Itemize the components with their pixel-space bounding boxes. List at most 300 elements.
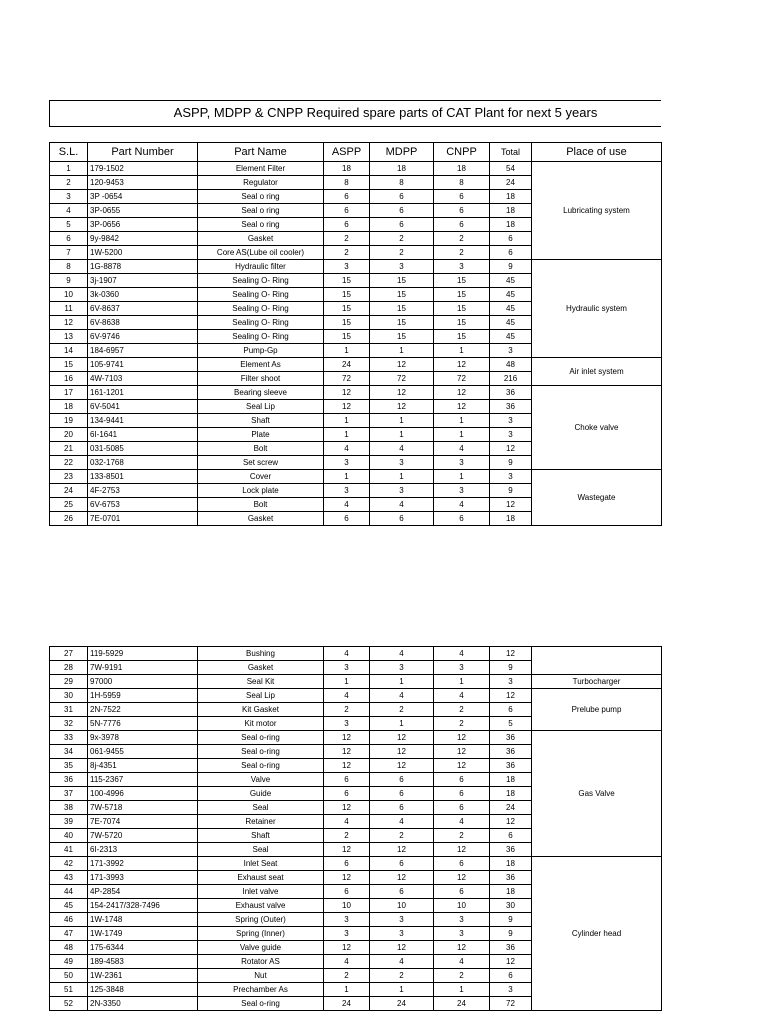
cell-aspp: 2 xyxy=(324,232,370,246)
cell-mdpp: 12 xyxy=(370,745,434,759)
cell-aspp: 6 xyxy=(324,857,370,871)
cell-cnpp: 18 xyxy=(434,162,490,176)
cell-part-number: 100-4996 xyxy=(88,787,198,801)
cell-aspp: 1 xyxy=(324,428,370,442)
cell-aspp: 1 xyxy=(324,470,370,484)
cell-cnpp: 12 xyxy=(434,400,490,414)
cell-total: 5 xyxy=(490,717,532,731)
cell-cnpp: 6 xyxy=(434,857,490,871)
cell-part-name: Sealing O- Ring xyxy=(198,274,324,288)
cell-part-number: 4P-2854 xyxy=(88,885,198,899)
header-part-number: Part Number xyxy=(88,143,198,162)
cell-mdpp: 1 xyxy=(370,675,434,689)
cell-total: 18 xyxy=(490,190,532,204)
cell-total: 36 xyxy=(490,871,532,885)
cell-mdpp: 2 xyxy=(370,829,434,843)
cell-total: 6 xyxy=(490,969,532,983)
cell-aspp: 1 xyxy=(324,344,370,358)
cell-sl: 14 xyxy=(50,344,88,358)
cell-sl: 11 xyxy=(50,302,88,316)
cell-total: 12 xyxy=(490,689,532,703)
cell-mdpp: 12 xyxy=(370,759,434,773)
cell-cnpp: 6 xyxy=(434,885,490,899)
table-row xyxy=(50,358,662,372)
cell-total: 36 xyxy=(490,759,532,773)
cell-total: 45 xyxy=(490,288,532,302)
cell-place-of-use: Prelube pump xyxy=(532,689,662,731)
cell-sl: 6 xyxy=(50,232,88,246)
cell-mdpp: 6 xyxy=(370,857,434,871)
cell-mdpp: 72 xyxy=(370,372,434,386)
cell-part-name: Spring (Outer) xyxy=(198,913,324,927)
cell-part-number: 6I-1641 xyxy=(88,428,198,442)
cell-aspp: 3 xyxy=(324,927,370,941)
cell-aspp: 3 xyxy=(324,661,370,675)
cell-cnpp: 15 xyxy=(434,274,490,288)
cell-sl: 22 xyxy=(50,456,88,470)
cell-part-name: Seal o-ring xyxy=(198,731,324,745)
cell-part-name: Bolt xyxy=(198,498,324,512)
cell-sl: 33 xyxy=(50,731,88,745)
cell-part-name: Sealing O- Ring xyxy=(198,316,324,330)
cell-mdpp: 1 xyxy=(370,717,434,731)
cell-aspp: 3 xyxy=(324,456,370,470)
cell-total: 45 xyxy=(490,330,532,344)
cell-part-number: 133-8501 xyxy=(88,470,198,484)
cell-part-name: Rotator AS xyxy=(198,955,324,969)
cell-aspp: 6 xyxy=(324,218,370,232)
cell-aspp: 3 xyxy=(324,913,370,927)
cell-total: 18 xyxy=(490,885,532,899)
cell-total: 18 xyxy=(490,218,532,232)
cell-part-name: Seal o ring xyxy=(198,204,324,218)
cell-total: 3 xyxy=(490,983,532,997)
cell-part-number: 6V-5041 xyxy=(88,400,198,414)
cell-mdpp: 15 xyxy=(370,330,434,344)
cell-cnpp: 1 xyxy=(434,414,490,428)
cell-cnpp: 2 xyxy=(434,717,490,731)
cell-mdpp: 24 xyxy=(370,997,434,1011)
cell-part-name: Gasket xyxy=(198,661,324,675)
cell-part-number: 4W-7103 xyxy=(88,372,198,386)
cell-aspp: 24 xyxy=(324,358,370,372)
cell-part-name: Seal Lip xyxy=(198,689,324,703)
cell-part-number: 1W-1748 xyxy=(88,913,198,927)
cell-mdpp: 15 xyxy=(370,274,434,288)
cell-part-name: Seal o-ring xyxy=(198,759,324,773)
header-aspp: ASPP xyxy=(324,143,370,162)
cell-total: 18 xyxy=(490,773,532,787)
cell-total: 24 xyxy=(490,176,532,190)
cell-part-number: 120-9453 xyxy=(88,176,198,190)
cell-part-number: 1W-2361 xyxy=(88,969,198,983)
cell-aspp: 15 xyxy=(324,288,370,302)
cell-aspp: 15 xyxy=(324,274,370,288)
cell-aspp: 4 xyxy=(324,498,370,512)
cell-part-number: 115-2367 xyxy=(88,773,198,787)
cell-sl: 30 xyxy=(50,689,88,703)
cell-part-name: Bearing sleeve xyxy=(198,386,324,400)
cell-part-number: 1G-8878 xyxy=(88,260,198,274)
cell-part-name: Gasket xyxy=(198,232,324,246)
cell-mdpp: 4 xyxy=(370,955,434,969)
cell-part-name: Cover xyxy=(198,470,324,484)
header-place-of-use: Place of use xyxy=(532,143,662,162)
cell-part-name: Core AS(Lube oil cooler) xyxy=(198,246,324,260)
cell-cnpp: 4 xyxy=(434,689,490,703)
cell-total: 72 xyxy=(490,997,532,1011)
cell-mdpp: 6 xyxy=(370,801,434,815)
cell-aspp: 12 xyxy=(324,843,370,857)
cell-cnpp: 1 xyxy=(434,983,490,997)
cell-mdpp: 3 xyxy=(370,913,434,927)
cell-sl: 20 xyxy=(50,428,88,442)
table-row xyxy=(50,470,662,484)
cell-part-number: 154-2417/328-7496 xyxy=(88,899,198,913)
cell-total: 216 xyxy=(490,372,532,386)
table-row xyxy=(50,689,662,703)
cell-sl: 1 xyxy=(50,162,88,176)
cell-part-name: Seal o-ring xyxy=(198,745,324,759)
cell-cnpp: 15 xyxy=(434,330,490,344)
cell-total: 6 xyxy=(490,232,532,246)
cell-total: 18 xyxy=(490,512,532,526)
cell-part-number: 3j-1907 xyxy=(88,274,198,288)
cell-part-name: Seal xyxy=(198,801,324,815)
cell-cnpp: 12 xyxy=(434,871,490,885)
cell-aspp: 12 xyxy=(324,745,370,759)
cell-part-name: Exhaust seat xyxy=(198,871,324,885)
cell-total: 18 xyxy=(490,857,532,871)
cell-aspp: 10 xyxy=(324,899,370,913)
cell-part-name: Kit Gasket xyxy=(198,703,324,717)
cell-sl: 27 xyxy=(50,647,88,661)
cell-aspp: 1 xyxy=(324,414,370,428)
cell-part-number: 6V-8638 xyxy=(88,316,198,330)
table-row xyxy=(50,675,662,689)
cell-sl: 45 xyxy=(50,899,88,913)
cell-part-number: 032-1768 xyxy=(88,456,198,470)
cell-cnpp: 8 xyxy=(434,176,490,190)
cell-cnpp: 3 xyxy=(434,456,490,470)
cell-cnpp: 12 xyxy=(434,731,490,745)
cell-sl: 48 xyxy=(50,941,88,955)
cell-part-name: Element As xyxy=(198,358,324,372)
cell-place-of-use xyxy=(532,647,662,675)
cell-cnpp: 3 xyxy=(434,661,490,675)
cell-total: 6 xyxy=(490,829,532,843)
table-header-row xyxy=(50,143,662,162)
cell-mdpp: 2 xyxy=(370,703,434,717)
cell-aspp: 15 xyxy=(324,302,370,316)
cell-cnpp: 3 xyxy=(434,927,490,941)
spare-parts-table-2 xyxy=(49,646,662,1011)
cell-total: 9 xyxy=(490,927,532,941)
cell-part-name: Valve guide xyxy=(198,941,324,955)
cell-mdpp: 4 xyxy=(370,689,434,703)
cell-sl: 26 xyxy=(50,512,88,526)
page-title: ASPP, MDPP & CNPP Required spare parts of CAT Plant for next 5 years xyxy=(173,105,598,120)
cell-total: 3 xyxy=(490,414,532,428)
cell-part-name: Seal o ring xyxy=(198,218,324,232)
cell-part-name: Seal o-ring xyxy=(198,997,324,1011)
cell-part-name: Bushing xyxy=(198,647,324,661)
cell-mdpp: 6 xyxy=(370,773,434,787)
cell-part-number: 125-3848 xyxy=(88,983,198,997)
cell-sl: 10 xyxy=(50,288,88,302)
cell-cnpp: 3 xyxy=(434,484,490,498)
cell-cnpp: 1 xyxy=(434,428,490,442)
cell-mdpp: 12 xyxy=(370,941,434,955)
cell-aspp: 6 xyxy=(324,787,370,801)
cell-cnpp: 4 xyxy=(434,442,490,456)
cell-place-of-use: Turbocharger xyxy=(532,675,662,689)
cell-mdpp: 4 xyxy=(370,442,434,456)
cell-part-number: 1H-5959 xyxy=(88,689,198,703)
title-box xyxy=(49,100,661,127)
cell-mdpp: 1 xyxy=(370,414,434,428)
cell-part-name: Inlet Seat xyxy=(198,857,324,871)
cell-part-number: 8j-4351 xyxy=(88,759,198,773)
cell-cnpp: 4 xyxy=(434,815,490,829)
cell-part-number: 184-6957 xyxy=(88,344,198,358)
cell-part-name: Seal o ring xyxy=(198,190,324,204)
cell-total: 9 xyxy=(490,913,532,927)
cell-total: 36 xyxy=(490,731,532,745)
cell-total: 36 xyxy=(490,745,532,759)
cell-part-name: Seal Lip xyxy=(198,400,324,414)
cell-part-number: 061-9455 xyxy=(88,745,198,759)
cell-sl: 23 xyxy=(50,470,88,484)
cell-total: 3 xyxy=(490,470,532,484)
cell-cnpp: 6 xyxy=(434,204,490,218)
cell-mdpp: 12 xyxy=(370,358,434,372)
cell-aspp: 8 xyxy=(324,176,370,190)
cell-sl: 17 xyxy=(50,386,88,400)
cell-sl: 13 xyxy=(50,330,88,344)
cell-mdpp: 15 xyxy=(370,288,434,302)
cell-sl: 28 xyxy=(50,661,88,675)
cell-total: 36 xyxy=(490,843,532,857)
cell-part-number: 175-6344 xyxy=(88,941,198,955)
cell-aspp: 6 xyxy=(324,885,370,899)
cell-cnpp: 4 xyxy=(434,498,490,512)
cell-aspp: 4 xyxy=(324,647,370,661)
cell-part-name: Guide xyxy=(198,787,324,801)
cell-aspp: 4 xyxy=(324,955,370,969)
cell-part-number: 1W-5200 xyxy=(88,246,198,260)
table-row xyxy=(50,647,662,661)
cell-aspp: 6 xyxy=(324,512,370,526)
cell-mdpp: 3 xyxy=(370,927,434,941)
cell-mdpp: 12 xyxy=(370,731,434,745)
cell-sl: 15 xyxy=(50,358,88,372)
cell-part-number: 3P -0654 xyxy=(88,190,198,204)
cell-part-name: Set screw xyxy=(198,456,324,470)
cell-part-number: 031-5085 xyxy=(88,442,198,456)
cell-aspp: 12 xyxy=(324,759,370,773)
cell-aspp: 2 xyxy=(324,703,370,717)
cell-cnpp: 6 xyxy=(434,190,490,204)
cell-cnpp: 6 xyxy=(434,773,490,787)
cell-part-number: 6I-2313 xyxy=(88,843,198,857)
cell-sl: 9 xyxy=(50,274,88,288)
cell-total: 12 xyxy=(490,498,532,512)
cell-cnpp: 4 xyxy=(434,647,490,661)
cell-part-number: 3P-0655 xyxy=(88,204,198,218)
cell-mdpp: 4 xyxy=(370,498,434,512)
cell-aspp: 3 xyxy=(324,717,370,731)
cell-place-of-use: Cylinder head xyxy=(532,857,662,1011)
cell-sl: 38 xyxy=(50,801,88,815)
cell-mdpp: 2 xyxy=(370,969,434,983)
cell-part-name: Plate xyxy=(198,428,324,442)
cell-part-name: Exhaust valve xyxy=(198,899,324,913)
cell-cnpp: 3 xyxy=(434,260,490,274)
cell-sl: 41 xyxy=(50,843,88,857)
cell-aspp: 72 xyxy=(324,372,370,386)
cell-aspp: 6 xyxy=(324,190,370,204)
cell-mdpp: 1 xyxy=(370,428,434,442)
cell-part-number: 161-1201 xyxy=(88,386,198,400)
cell-part-number: 2N-7522 xyxy=(88,703,198,717)
cell-total: 6 xyxy=(490,246,532,260)
cell-part-name: Gasket xyxy=(198,512,324,526)
cell-cnpp: 2 xyxy=(434,246,490,260)
header-part-name: Part Name xyxy=(198,143,324,162)
cell-total: 30 xyxy=(490,899,532,913)
cell-aspp: 1 xyxy=(324,983,370,997)
cell-mdpp: 12 xyxy=(370,843,434,857)
cell-part-name: Sealing O- Ring xyxy=(198,330,324,344)
cell-mdpp: 2 xyxy=(370,246,434,260)
cell-part-name: Valve xyxy=(198,773,324,787)
cell-sl: 43 xyxy=(50,871,88,885)
cell-total: 36 xyxy=(490,941,532,955)
cell-sl: 50 xyxy=(50,969,88,983)
cell-part-number: 7W-9191 xyxy=(88,661,198,675)
cell-part-name: Shaft xyxy=(198,414,324,428)
cell-part-name: Seal Kit xyxy=(198,675,324,689)
table-row xyxy=(50,386,662,400)
cell-part-name: Spring (Inner) xyxy=(198,927,324,941)
cell-total: 45 xyxy=(490,316,532,330)
cell-mdpp: 18 xyxy=(370,162,434,176)
cell-part-number: 3k-0360 xyxy=(88,288,198,302)
cell-aspp: 2 xyxy=(324,246,370,260)
cell-total: 3 xyxy=(490,344,532,358)
cell-sl: 47 xyxy=(50,927,88,941)
cell-cnpp: 4 xyxy=(434,955,490,969)
cell-aspp: 12 xyxy=(324,386,370,400)
cell-mdpp: 6 xyxy=(370,787,434,801)
cell-mdpp: 4 xyxy=(370,815,434,829)
cell-cnpp: 12 xyxy=(434,358,490,372)
cell-part-number: 4F-2753 xyxy=(88,484,198,498)
cell-cnpp: 15 xyxy=(434,316,490,330)
table-row xyxy=(50,731,662,745)
cell-total: 12 xyxy=(490,647,532,661)
cell-total: 9 xyxy=(490,661,532,675)
cell-part-name: Filter shoot xyxy=(198,372,324,386)
header-cnpp: CNPP xyxy=(434,143,490,162)
cell-mdpp: 6 xyxy=(370,190,434,204)
header-mdpp: MDPP xyxy=(370,143,434,162)
cell-sl: 32 xyxy=(50,717,88,731)
cell-part-number: 7W-5718 xyxy=(88,801,198,815)
cell-part-number: 119-5929 xyxy=(88,647,198,661)
cell-total: 48 xyxy=(490,358,532,372)
cell-mdpp: 4 xyxy=(370,647,434,661)
cell-aspp: 24 xyxy=(324,997,370,1011)
cell-total: 18 xyxy=(490,204,532,218)
cell-part-number: 7E-0701 xyxy=(88,512,198,526)
cell-sl: 51 xyxy=(50,983,88,997)
spare-parts-table-1 xyxy=(49,142,662,526)
cell-place-of-use: Wastegate xyxy=(532,470,662,526)
cell-total: 3 xyxy=(490,675,532,689)
table-row xyxy=(50,260,662,274)
cell-mdpp: 1 xyxy=(370,344,434,358)
cell-sl: 18 xyxy=(50,400,88,414)
cell-aspp: 12 xyxy=(324,941,370,955)
cell-cnpp: 24 xyxy=(434,997,490,1011)
cell-sl: 25 xyxy=(50,498,88,512)
cell-sl: 44 xyxy=(50,885,88,899)
cell-total: 9 xyxy=(490,456,532,470)
cell-cnpp: 6 xyxy=(434,787,490,801)
cell-cnpp: 72 xyxy=(434,372,490,386)
cell-part-number: 171-3992 xyxy=(88,857,198,871)
cell-total: 45 xyxy=(490,274,532,288)
cell-part-number: 2N-3350 xyxy=(88,997,198,1011)
table-row xyxy=(50,162,662,176)
cell-sl: 8 xyxy=(50,260,88,274)
cell-part-number: 3P-0656 xyxy=(88,218,198,232)
cell-part-name: Sealing O- Ring xyxy=(198,302,324,316)
header-sl: S.L. xyxy=(50,143,88,162)
cell-sl: 36 xyxy=(50,773,88,787)
cell-aspp: 4 xyxy=(324,815,370,829)
cell-aspp: 1 xyxy=(324,675,370,689)
cell-mdpp: 3 xyxy=(370,260,434,274)
cell-part-number: 97000 xyxy=(88,675,198,689)
cell-aspp: 6 xyxy=(324,773,370,787)
cell-mdpp: 12 xyxy=(370,386,434,400)
cell-sl: 5 xyxy=(50,218,88,232)
cell-sl: 42 xyxy=(50,857,88,871)
cell-part-name: Nut xyxy=(198,969,324,983)
cell-total: 3 xyxy=(490,428,532,442)
cell-part-number: 9x-3978 xyxy=(88,731,198,745)
cell-sl: 40 xyxy=(50,829,88,843)
cell-sl: 29 xyxy=(50,675,88,689)
cell-cnpp: 12 xyxy=(434,941,490,955)
cell-total: 54 xyxy=(490,162,532,176)
cell-aspp: 2 xyxy=(324,969,370,983)
cell-part-name: Pump-Gp xyxy=(198,344,324,358)
cell-cnpp: 1 xyxy=(434,675,490,689)
cell-aspp: 3 xyxy=(324,484,370,498)
cell-part-number: 189-4583 xyxy=(88,955,198,969)
header-total: Total xyxy=(490,143,532,162)
cell-place-of-use: Air inlet system xyxy=(532,358,662,386)
cell-mdpp: 15 xyxy=(370,316,434,330)
cell-sl: 39 xyxy=(50,815,88,829)
cell-mdpp: 3 xyxy=(370,484,434,498)
cell-cnpp: 15 xyxy=(434,302,490,316)
cell-sl: 24 xyxy=(50,484,88,498)
